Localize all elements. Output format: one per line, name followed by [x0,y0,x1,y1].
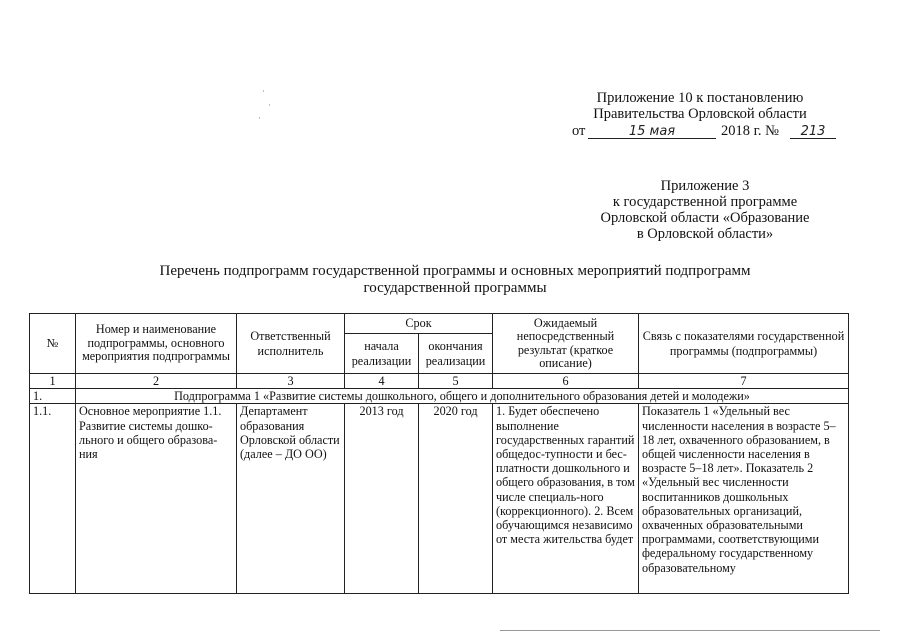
col-num: 4 [345,374,419,389]
header-no: № [30,314,76,374]
appendix-10-block [560,90,840,122]
row-name: Основное мероприятие 1.1. Развитие системы дошко-льного и общего образова-ния [76,404,237,594]
header-term: Срок [345,314,493,334]
subprogram-title: Подпрограмма 1 «Развитие системы дошкольного, общего и дополнительного образования детей и молодежи» [76,389,849,404]
table-row [30,404,849,594]
row-no: 1.1. [30,404,76,594]
row-link: Показатель 1 «Удельный вес численности населения в возрасте 5–18 лет, охваченного образованием, в общей численности населения в возрасте 5–18 лет». Показатель 2 «Удельный вес численности воспитанников дошкольных образовательных организаций, охваченных образовательными программами, соответствующими федеральному государственному образовательному [639,404,849,594]
scan-speck: · [258,113,261,123]
scan-bottom-line [500,630,880,631]
row-end: 2020 год [419,404,493,594]
header-result: Ожидаемый непосредственный результат (краткое описание) [493,314,639,374]
subprogram-row [30,389,849,404]
appendix-10-date-line [572,123,585,140]
scan-speck: · [262,86,265,96]
from-label: от [572,123,586,139]
header-name: Номер и наименование подпрограммы, основного мероприятия подпрограммы [76,314,237,374]
date-field [588,122,716,139]
handwritten-number: 213 [800,124,826,139]
table-header-row [30,314,849,334]
document-title [110,263,800,297]
header-executor: Ответственный исполнитель [237,314,345,374]
title-line1: Перечень подпрограмм государственной программы и основных мероприятий подпрограмм [159,263,751,279]
programs-table [29,313,849,594]
appendix-10-line1: Приложение 10 к постановлению [596,90,804,106]
appendix-3-block [560,178,850,242]
handwritten-date: 15 мая [628,124,676,139]
column-numbers-row [30,374,849,389]
appendix-3-line2: к государственной программе [612,194,798,210]
year-label: 2018 г. № [721,123,780,139]
row-start: 2013 год [345,404,419,594]
col-num: 5 [419,374,493,389]
col-num: 1 [30,374,76,389]
number-field [790,122,836,139]
col-num: 3 [237,374,345,389]
appendix-3-line3: Орловской области «Образование [600,210,810,226]
scan-speck: · [268,100,271,110]
header-start: начала реализации [345,334,419,374]
appendix-3-line1: Приложение 3 [660,178,750,194]
title-line2: государственной программы [363,280,547,296]
col-num: 2 [76,374,237,389]
appendix-3-line4: в Орловской области» [636,226,774,242]
col-num: 7 [639,374,849,389]
row-result: 1. Будет обеспечено выполнение государственных гарантий общедос-тупности и бес-платности дошкольного и общего образования, в том числе специаль-ного (коррекционного). 2. Всем обучающимся независимо от места жительства будет [493,404,639,594]
row-executor: Департамент образования Орловской области (далее – ДО ОО) [237,404,345,594]
header-end: окончания реализации [419,334,493,374]
subprogram-no: 1. [30,389,76,404]
appendix-10-line2: Правительства Орловской области [593,106,807,122]
col-num: 6 [493,374,639,389]
header-link: Связь с показателями государственной программы (подпрограммы) [639,314,849,374]
